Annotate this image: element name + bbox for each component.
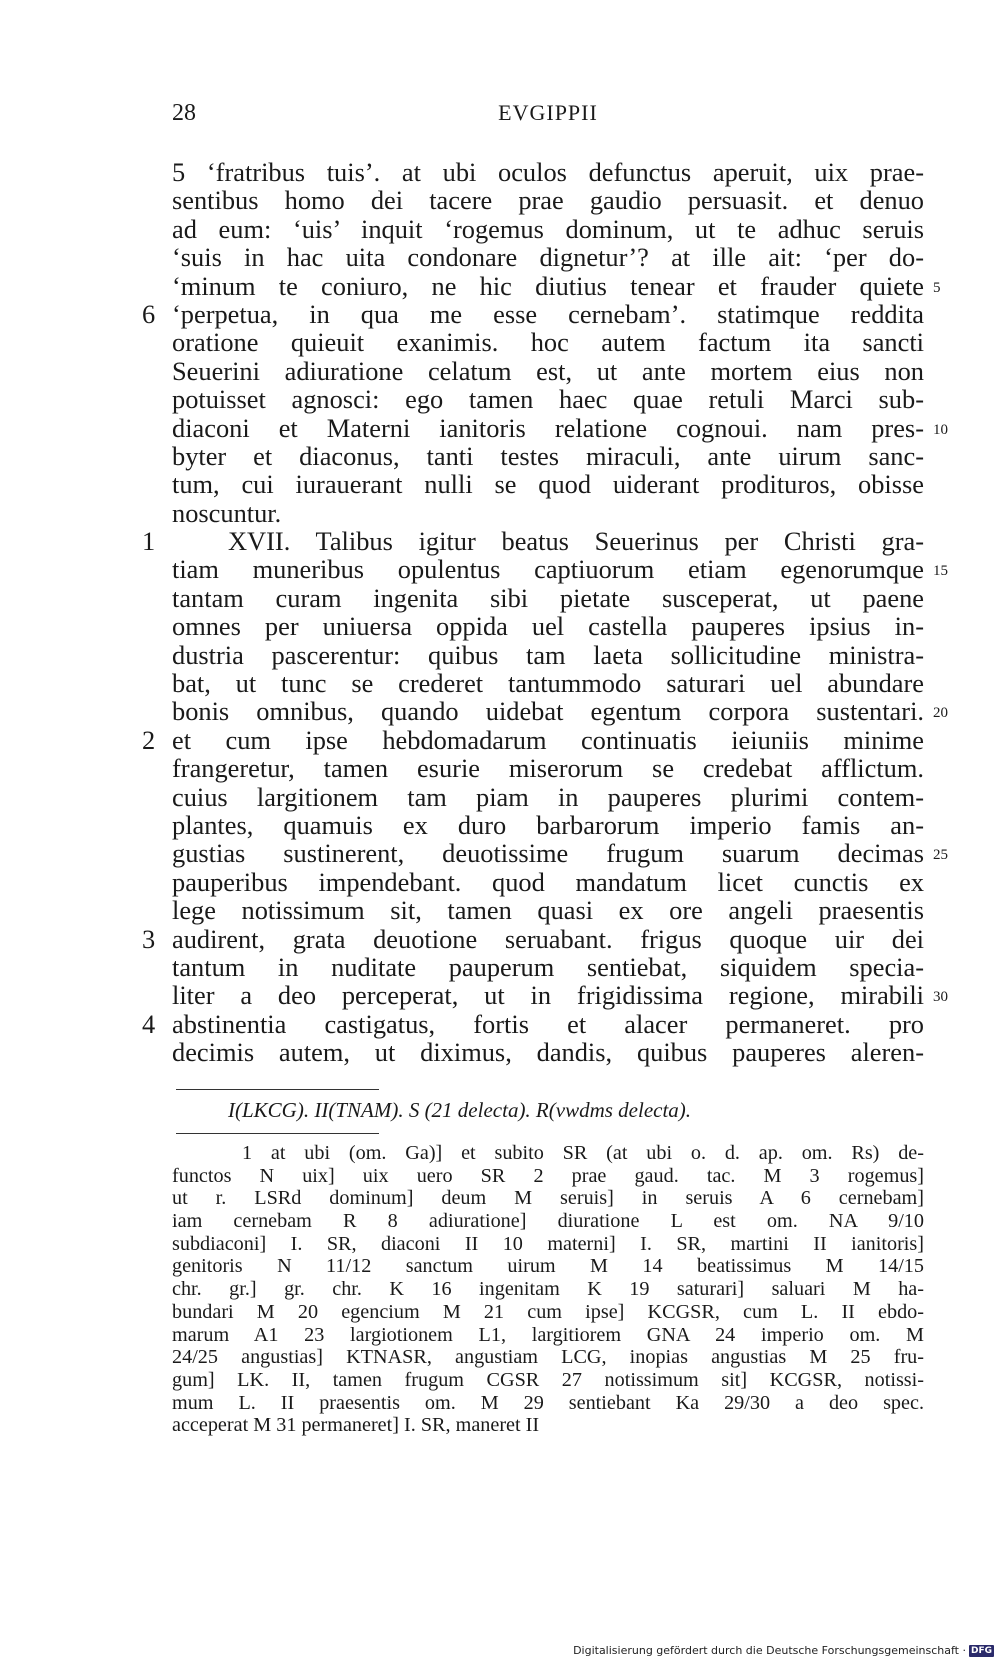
- text-line: [172, 612, 924, 640]
- apparatus-line: 24/25 angustias] KTNASR, angustiam LCG, inopias angustias M 25 fru-: [172, 1346, 924, 1369]
- text-line: [172, 270, 941, 301]
- main-text: [142, 157, 948, 1068]
- line-text: liter a deo perceperat, ut in frigidissima regione, mirabili: [172, 980, 924, 1011]
- text-line: [172, 554, 948, 585]
- text-line: [172, 328, 924, 356]
- line-text: et cum ipse hebdomadarum continuatis ieiuniis minime: [172, 724, 924, 755]
- text-line: [172, 499, 924, 527]
- line-text: gustias sustinerent, deuotissime frugum suarum decimas: [172, 838, 924, 869]
- text-line: [172, 385, 924, 413]
- line-text: pauperibus impendebant. quod mandatum licet cunctis ex: [172, 866, 924, 897]
- line-text: bat, ut tunc se crederet tantummodo saturari uel abundare: [172, 668, 924, 699]
- apparatus-line: mum L. II praesentis om. M 29 sentiebant Ka 29/30 a deo spec.: [172, 1391, 924, 1414]
- text-line: [172, 442, 924, 470]
- text-line: [172, 243, 924, 271]
- text-line: [142, 923, 924, 954]
- text-line: [172, 584, 924, 612]
- text-line: [172, 215, 924, 243]
- text-line: [142, 724, 924, 755]
- apparatus-line: ut r. LSRd dominum] deum M seruis] in seruis A 6 cernebam]: [172, 1187, 924, 1210]
- line-text: decimis autem, ut diximus, dandis, quibus pauperes aleren-: [172, 1037, 924, 1068]
- text-line: [172, 412, 948, 443]
- line-text: ‘perpetua, in qua me esse cernebam’. statimque reddita: [172, 298, 924, 329]
- text-line: [142, 526, 924, 557]
- line-number: 15: [933, 563, 948, 580]
- critical-apparatus: [172, 1142, 924, 1437]
- apparatus-line: gum] LK. II, tamen frugum CGSR 27 notissimum sit] KCGSR, notissi-: [172, 1368, 924, 1391]
- line-text: abstinentia castigatus, fortis et alacer permaneret. pro: [172, 1008, 924, 1039]
- text-line: [172, 641, 924, 669]
- divider-rule: [176, 1089, 379, 1090]
- text-line: [172, 470, 924, 498]
- section-number: 6: [142, 298, 156, 329]
- line-text: ‘minum te coniuro, ne hic diutius tenear et frauder quiete: [172, 270, 924, 301]
- line-text: 5 ‘fratribus tuis’. at ubi oculos defunctus aperuit, uix prae-: [172, 157, 924, 187]
- text-line: [142, 1008, 924, 1039]
- apparatus-line: 1 at ubi (om. Ga)] et subito SR (at ubi o. d. ap. om. Rs) de-: [242, 1142, 924, 1164]
- line-text: tantam curam ingenita sibi pietate susceperat, ut paene: [172, 582, 924, 613]
- text-line: [172, 980, 948, 1011]
- text-line: [172, 158, 924, 186]
- line-number: 10: [933, 421, 948, 438]
- line-text: XVII. Talibus igitur beatus Seuerinus per Christi gra-: [228, 526, 924, 557]
- text-line: [172, 838, 948, 869]
- apparatus-line: subdiaconi] I. SR, diaconi II 10 materni] I. SR, martini II ianitoris]: [172, 1232, 924, 1255]
- text-line: [172, 1038, 924, 1066]
- line-number: 20: [933, 705, 948, 722]
- apparatus-line: bundari M 20 egencium M 21 cum ipse] KCGSR, cum L. II ebdo-: [172, 1300, 924, 1323]
- line-text: tum, cui iurauerant nulli se quod uiderant prodituros, obisse: [172, 469, 924, 500]
- text-line: [172, 896, 924, 924]
- apparatus-line: marum A1 23 largiotionem L1, largitiorem GNA 24 imperio om. M: [172, 1323, 924, 1346]
- text-line: [172, 953, 924, 981]
- line-text: diaconi et Materni ianitoris relatione cognoui. nam pres-: [172, 412, 924, 443]
- line-text: audirent, grata deuotione seruabant. frigus quoque uir dei: [172, 923, 924, 954]
- line-text: sentibus homo dei tacere prae gaudio persuasit. et denuo: [172, 185, 924, 216]
- line-text: tantum in nuditate pauperum sentiebat, siquidem specia-: [172, 951, 924, 982]
- text-line: [172, 754, 924, 782]
- apparatus-line: functos N uix] uix uero SR 2 prae gaud. tac. M 3 rogemus]: [172, 1164, 924, 1187]
- text-line: [172, 811, 924, 839]
- divider-rule: [176, 1133, 379, 1134]
- text-line: [172, 357, 924, 385]
- line-text: potuisset agnosci: ego tamen haec quae retuli Marci sub-: [172, 384, 924, 415]
- text-line: [142, 298, 924, 329]
- manuscript-sigla: I(LKCG). II(TNAM). S (21 delecta). R(vwdms delecta).: [228, 1098, 692, 1122]
- line-text: lege notissimum sit, tamen quasi ex ore angeli praesentis: [172, 895, 924, 926]
- running-head: EVGIPPII: [498, 100, 598, 125]
- section-number: 3: [142, 923, 156, 954]
- section-number: 2: [142, 724, 156, 755]
- dfg-logo: DFG: [970, 1645, 992, 1656]
- line-text: plantes, quamuis ex duro barbarorum imperio famis an-: [172, 809, 924, 840]
- section-number: 4: [142, 1008, 156, 1039]
- line-text: Seuerini adiuratione celatum est, ut ante mortem eius non: [172, 355, 924, 386]
- line-text: oratione quieuit exanimis. hoc autem factum ita sancti: [172, 327, 924, 358]
- text-line: [172, 669, 924, 697]
- line-text: ‘suis in hac uita condonare dignetur’? at ille ait: ‘per do-: [172, 242, 924, 273]
- page-number: 28: [172, 100, 196, 126]
- apparatus-line: iam cernebam R 8 adiuratione] diuratione L est om. NA 9/10: [172, 1210, 924, 1233]
- line-number: 25: [933, 847, 948, 864]
- section-number: 1: [142, 526, 156, 557]
- apparatus-line: genitoris N 11/12 sanctum uirum M 14 beatissimus M 14/15: [172, 1255, 924, 1278]
- credit-text: Digitalisierung gefördert durch die Deutsche Forschungsgemeinschaft ·: [573, 1644, 966, 1657]
- line-text: bonis omnibus, quando uidebat egentum corpora sustentari.: [172, 696, 924, 727]
- line-text: noscuntur.: [172, 497, 282, 528]
- line-number: 30: [933, 989, 948, 1006]
- line-text: byter et diaconus, tanti testes miraculi, ante uirum sanc-: [172, 440, 924, 471]
- line-number: 5: [933, 279, 941, 296]
- page-header: [172, 100, 924, 140]
- line-text: omnes per uniuersa oppida uel castella pauperes ipsius in-: [172, 611, 924, 642]
- text-line: [172, 696, 948, 727]
- apparatus-line: chr. gr.] gr. chr. K 16 ingenitam K 19 saturari] saluari M ha-: [172, 1278, 924, 1301]
- apparatus-line: acceperat M 31 permaneret] I. SR, maneret II: [172, 1414, 540, 1437]
- line-text: cuius largitionem tam piam in pauperes plurimi contem-: [172, 781, 924, 812]
- text-line: [172, 186, 924, 214]
- line-text: tiam muneribus opulentus captiuorum etiam egenorumque: [172, 554, 924, 585]
- line-text: frangeretur, tamen esurie miserorum se credebat afflictum.: [172, 753, 924, 784]
- text-line: [172, 783, 924, 811]
- text-line: [172, 868, 924, 896]
- line-text: dustria pascerentur: quibus tam laeta sollicitudine ministra-: [172, 639, 924, 670]
- digitization-credit: [573, 1644, 994, 1657]
- line-text: ad eum: ‘uis’ inquit ‘rogemus dominum, ut te adhuc seruis: [172, 213, 924, 244]
